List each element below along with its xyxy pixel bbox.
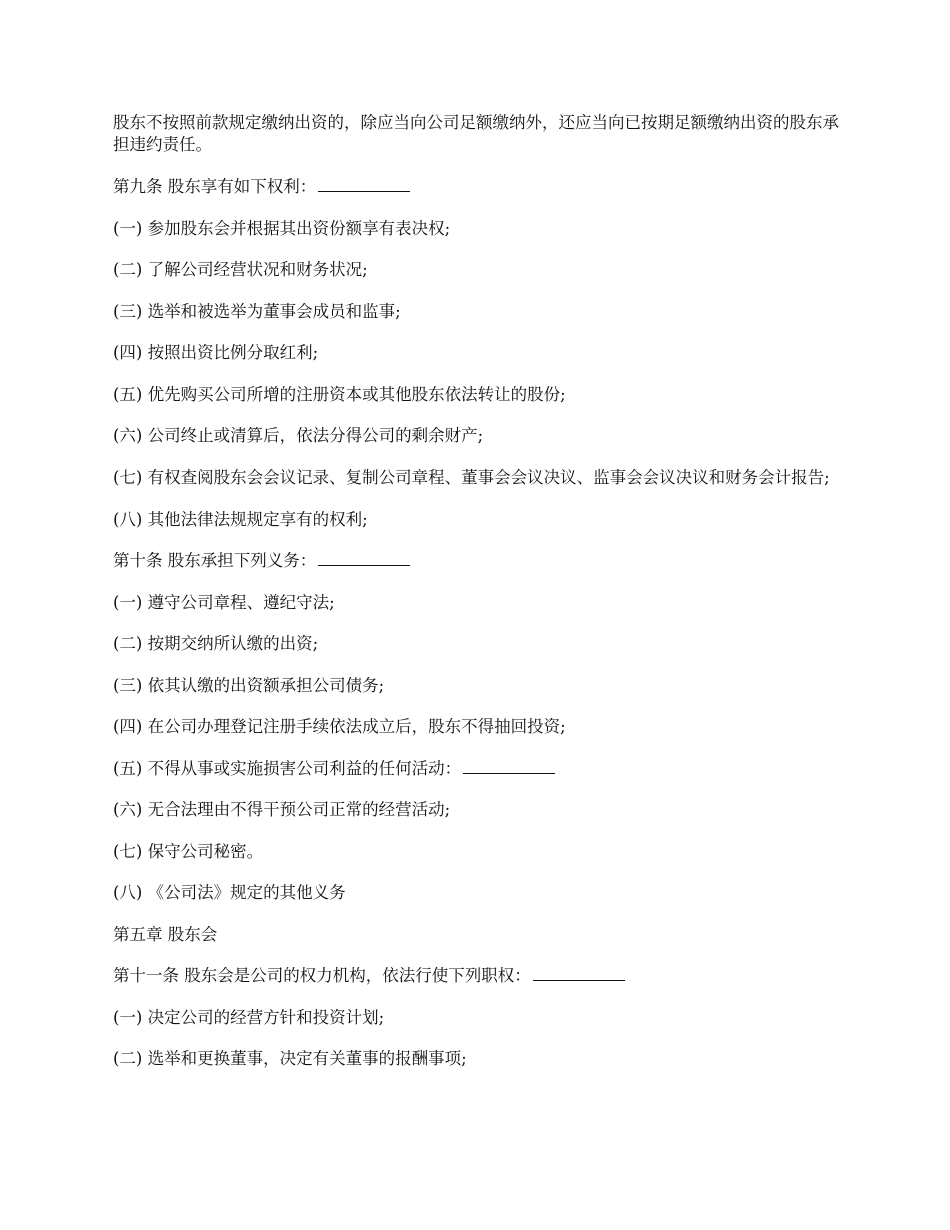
- article-10-item: (三) 依其认缴的出资额承担公司债务;: [113, 675, 385, 695]
- article-9-item: (二) 了解公司经营状况和财务状况;: [113, 260, 368, 279]
- article-9-item: (四) 按照出资比例分取红利;: [113, 343, 319, 362]
- fill-in-blank: [318, 551, 410, 566]
- article-11-item: (二) 选举和更换董事，决定有关董事的报酬事项;: [113, 1049, 467, 1068]
- article-9-item: (五) 优先购买公司所增的注册资本或其他股东依法转让的股份;: [113, 384, 566, 404]
- article-10-item: (一) 遵守公司章程、遵纪守法;: [113, 592, 335, 612]
- article-9-title: 第九条 股东享有如下权利：: [113, 176, 843, 218]
- article-9-item: (七) 有权查阅股东会会议记录、复制公司章程、董事会会议决议、监事会会议决议和财务会计报告;: [113, 467, 830, 487]
- fill-in-blank: [533, 966, 625, 981]
- article-10-item: (七) 保守公司秘密。: [113, 841, 264, 861]
- article-10-item: (八) 《公司法》规定的其他义务: [113, 883, 346, 902]
- article-9-item: (六) 公司终止或清算后，依法分得公司的剩余财产;: [113, 426, 484, 445]
- article-10-item: (二) 按期交纳所认缴的出资;: [113, 634, 319, 653]
- article-9-item: (一) 参加股东会并根据其出资份额享有表决权;: [113, 218, 451, 238]
- article-10-item: (四) 在公司办理登记注册手续依法成立后，股东不得抽回投资;: [113, 717, 566, 736]
- article-10-item: (六) 无合法理由不得干预公司正常的经营活动;: [113, 800, 451, 819]
- document-body: [113, 112, 843, 1090]
- fill-in-blank: [463, 759, 555, 774]
- article-10-item-with-blank: (五) 不得从事或实施损害公司利益的任何活动：: [113, 758, 843, 800]
- article-10-title: 第十条 股东承担下列义务：: [113, 550, 843, 592]
- intro-paragraph: 股东不按照前款规定缴纳出资的，除应当向公司足额缴纳外，还应当向已按期足额缴纳出资的股东承担违约责任。: [113, 113, 839, 154]
- article-11-item: (一) 决定公司的经营方针和投资计划;: [113, 1007, 385, 1027]
- fill-in-blank: [318, 177, 410, 192]
- article-9-item: (三) 选举和被选举为董事会成员和监事;: [113, 301, 401, 321]
- article-11-title: 第十一条 股东会是公司的权力机构，依法行使下列职权：: [113, 965, 843, 1007]
- article-9-item: (八) 其他法律法规规定享有的权利;: [113, 509, 368, 529]
- chapter-heading: 第五章 股东会: [113, 924, 218, 944]
